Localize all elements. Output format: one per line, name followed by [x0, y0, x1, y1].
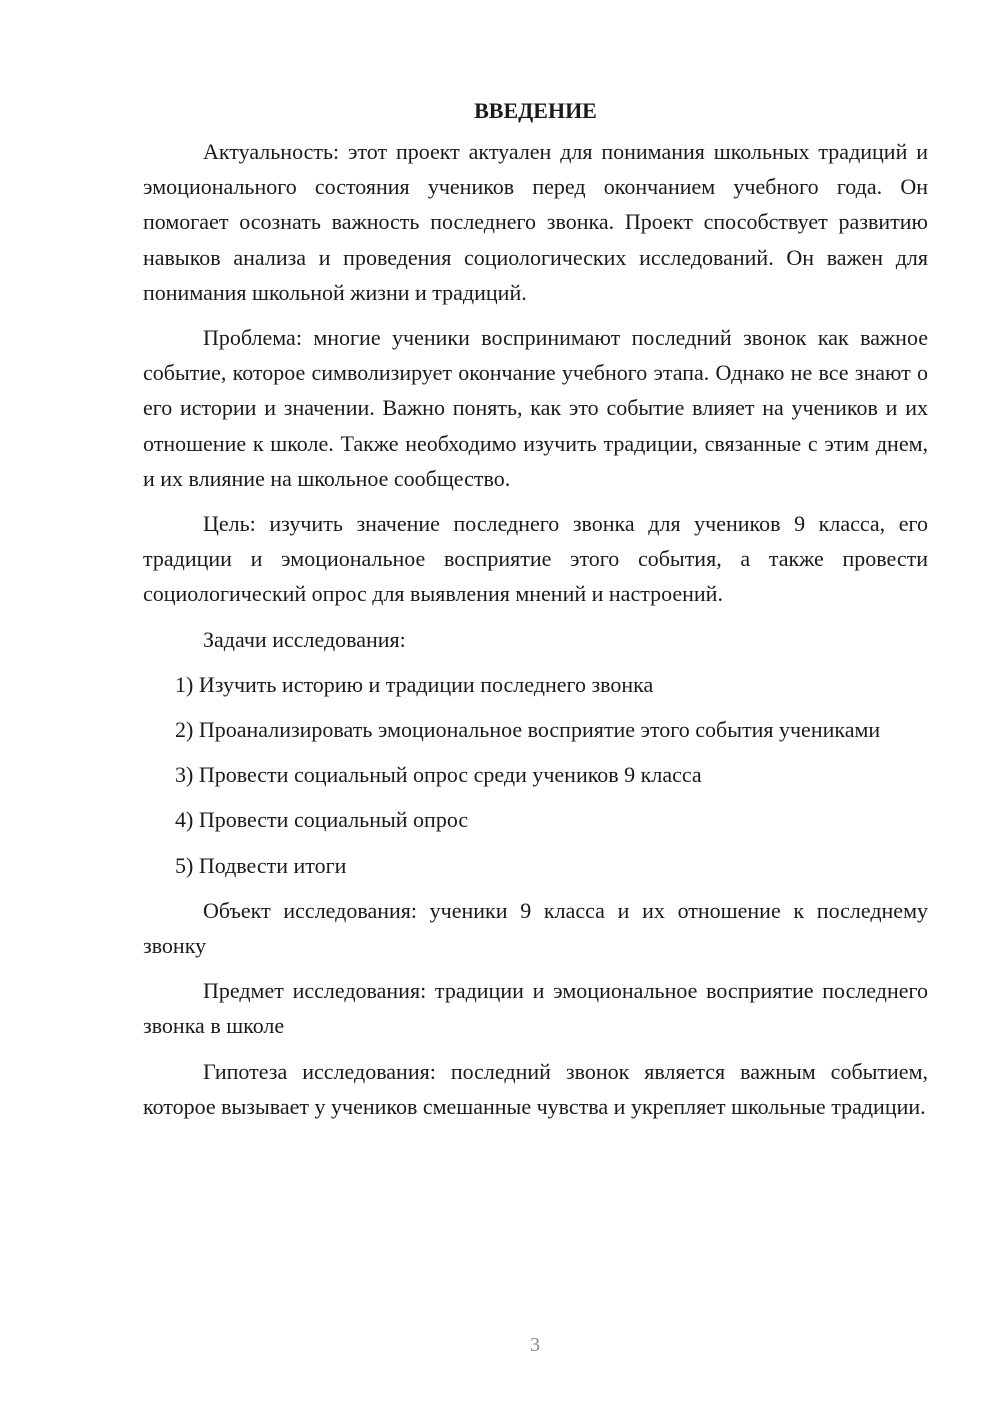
goal-paragraph: Цель: изучить значение последнего звонка для учеников 9 класса, его традиции и эмоциональное восприятие этого события, а также провести социологический опрос для выявления мнений и настроений.	[143, 511, 928, 607]
task-item: 2) Проанализировать эмоциональное восприятие этого события учениками	[175, 717, 881, 743]
subject-paragraph: Предмет исследования: традиции и эмоциональное восприятие последнего звонка в школе	[143, 978, 928, 1039]
object-paragraph: Объект исследования: ученики 9 класса и их отношение к последнему звонку	[143, 897, 928, 959]
task-item: 1) Изучить историю и традиции последнего звонка	[175, 671, 654, 697]
document-page	[143, 96, 928, 1134]
hypothesis-paragraph: Гипотеза исследования: последний звонок является важным событием, которое вызывает у учеников смешанные чувства и укрепляет школьные традиции.	[143, 1058, 928, 1119]
page-title: ВВЕДЕНИЕ	[474, 98, 597, 123]
relevance-paragraph: Актуальность: этот проект актуален для понимания школьных традиций и эмоционального состояния учеников перед окончанием учебного года. Он помогает осознать важность последнего звонка. Проект способствует развитию навыков анализа и проведения социологических исследований. Он важен для понимания школьной жизни и традиций.	[143, 139, 928, 305]
task-item: 3) Провести социальный опрос среди учеников 9 класса	[175, 762, 702, 788]
problem-paragraph: Проблема: многие ученики воспринимают последний звонок как важное событие, которое символизирует окончание учебного этапа. Однако не все знают о его истории и значении. Важно понять, как это событие влияет на учеников и их отношение к школе. Также необходимо изучить традиции, связанные с этим днем, и их влияние на школьное сообщество.	[143, 325, 928, 491]
page-number: 3	[530, 1334, 540, 1356]
task-item: 4) Провести социальный опрос	[175, 807, 469, 833]
task-item: 5) Подвести итоги	[175, 852, 347, 878]
tasks-heading: Задачи исследования:	[203, 626, 406, 652]
